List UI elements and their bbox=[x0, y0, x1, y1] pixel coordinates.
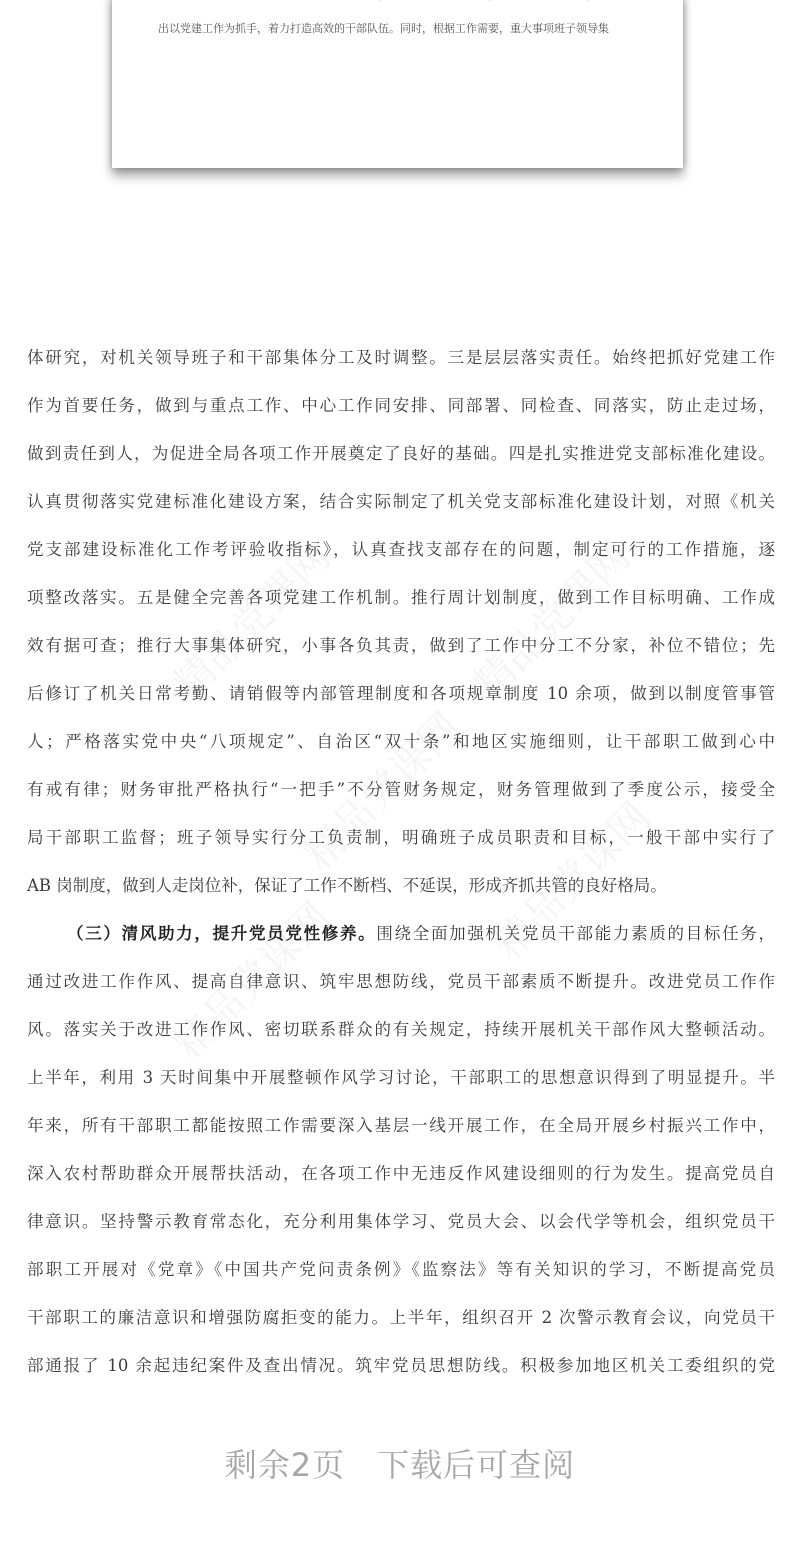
paragraph-line: 党支部建设标准化工作考评验收指标》，认真查找支部存在的问题，制定可行的工作措施，逐 bbox=[27, 540, 775, 559]
paragraph-line: 部通报了 10 余起违纪案件及查出情况。筑牢党员思想防线。积极参加地区机关工委组织的党 bbox=[27, 1356, 775, 1375]
preview-text-line bbox=[158, 0, 648, 2]
paragraph-line: 部职工开展对《党章》《中国共产党问责条例》《监察法》等有关知识的学习，不断提高党员 bbox=[27, 1260, 775, 1279]
paragraph-line: 认真贯彻落实党建标准化建设方案，结合实际制定了机关党支部标准化建设计划，对照《机关 bbox=[27, 492, 775, 511]
paragraph-line: AB 岗制度，做到人走岗位补，保证了工作不断档、不延误，形成齐抓共管的良好格局。 bbox=[27, 876, 667, 895]
paragraph-line: 后修订了机关日常考勤、请销假等内部管理制度和各项规章制度 10 余项，做到以制度管事管 bbox=[27, 684, 775, 703]
section-heading-line bbox=[27, 916, 775, 964]
paragraph-line: 风。落实关于改进工作作风、密切联系群众的有关规定，持续开展机关干部作风大整顿活动。 bbox=[27, 1020, 775, 1039]
paragraph-line: 做到责任到人，为促进全局各项工作开展奠定了良好的基础。四是扎实推进党支部标准化建设。 bbox=[27, 444, 775, 463]
paragraph-line: 上半年，利用 3 天时间集中开展整顿作风学习讨论，干部职工的思想意识得到了明显提升。半 bbox=[27, 1068, 775, 1087]
download-to-view-banner[interactable] bbox=[0, 1440, 800, 1486]
section-intro-text: 围绕全面加强机关党员干部能力素质的目标任务， bbox=[376, 924, 775, 943]
paragraph-line: 人；严格落实党中央“八项规定”、自治区“双十条”和地区实施细则，让干部职工做到心中 bbox=[27, 732, 775, 751]
download-prompt-text: 下载后可查阅 bbox=[377, 1446, 576, 1484]
paragraph-line: 局干部职工监督；班子领导实行分工负责制，明确班子成员职责和目标，一般干部中实行了 bbox=[27, 828, 775, 847]
paragraph-line: 作为首要任务，做到与重点工作、中心工作同安排、同部署、同检查、同落实，防止走过场， bbox=[27, 396, 775, 415]
previous-page-preview bbox=[112, 0, 683, 168]
paragraph-line: 通过改进工作作风、提高自律意识、筑牢思想防线，党员干部素质不断提升。改进党员工作作 bbox=[27, 972, 775, 991]
paragraph-line: 干部职工的廉洁意识和增强防腐拒变的能力。上半年，组织召开 2 次警示教育会议，向党员干 bbox=[27, 1308, 775, 1327]
document-body bbox=[27, 340, 775, 1396]
paragraph-line: 深入农村帮助群众开展帮扶活动，在各项工作中无违反作风建设细则的行为发生。提高党员自 bbox=[27, 1164, 775, 1183]
paragraph-line: 体研究，对机关领导班子和干部集体分工及时调整。三是层层落实责任。始终把抓好党建工作 bbox=[27, 348, 775, 367]
preview-text-line: 出以党建工作为抓手，着力打造高效的干部队伍。同时，根据工作需要，重大事项班子领导集 bbox=[158, 22, 609, 35]
paragraph-line: 律意识。坚持警示教育常态化，充分利用集体学习、党员大会、以会代学等机会，组织党员干 bbox=[27, 1212, 775, 1231]
remaining-pages-text: 剩余2页 bbox=[224, 1446, 346, 1484]
paragraph-line: 有戒有律；财务审批严格执行“一把手”不分管财务规定，财务管理做到了季度公示，接受全 bbox=[27, 780, 775, 799]
paragraph-line: 效有据可查；推行大事集体研究，小事各负其责，做到了工作中分工不分家，补位不错位；先 bbox=[27, 636, 775, 655]
paragraph-line: 项整改落实。五是健全完善各项党建工作机制。推行周计划制度，做到工作目标明确、工作成 bbox=[27, 588, 775, 607]
paragraph-line: 年来，所有干部职工都能按照工作需要深入基层一线开展工作，在全局开展乡村振兴工作中， bbox=[27, 1116, 775, 1135]
section-heading: （三）清风助力，提升党员党性修养。 bbox=[67, 924, 377, 943]
